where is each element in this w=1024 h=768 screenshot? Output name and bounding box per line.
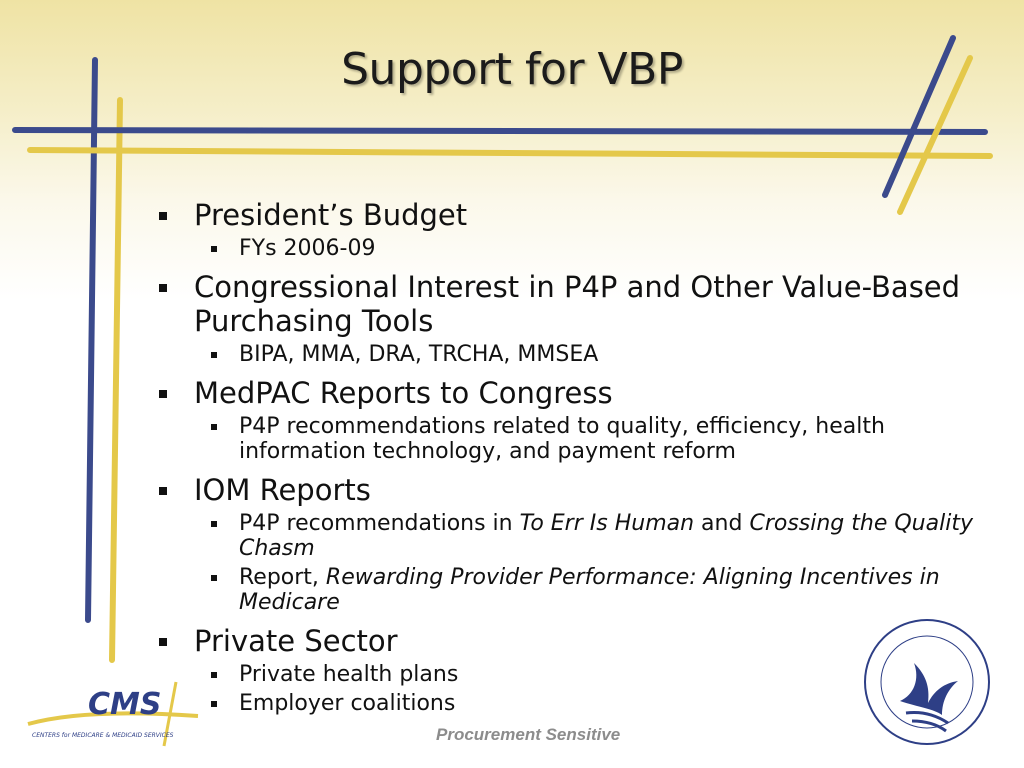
cms-logo bbox=[26, 680, 201, 748]
footer-label: Procurement Sensitive bbox=[436, 725, 621, 744]
slide-title: Support for VBP bbox=[341, 44, 683, 95]
sub-bullet-item: Employer coalitions bbox=[154, 691, 1004, 716]
sub-bullet-item: P4P recommendations related to quality, efficiency, health information technology, and payment reform bbox=[154, 414, 1004, 464]
bullet-item: President’s Budget bbox=[154, 198, 1004, 232]
sub-bullet-item: P4P recommendations in To Err Is Human and Crossing the Quality Chasm bbox=[154, 511, 1004, 561]
sub-bullet-item: Report, Rewarding Provider Performance: Aligning Incentives in Medicare bbox=[154, 565, 1004, 615]
bullet-item: Congressional Interest in P4P and Other Value-Based Purchasing Tools bbox=[154, 270, 1004, 338]
bullet-item: IOM Reports bbox=[154, 473, 1004, 507]
bullet-item: MedPAC Reports to Congress bbox=[154, 376, 1004, 410]
hhs-eagle-seal bbox=[862, 617, 992, 747]
sub-bullet-item: FYs 2006-09 bbox=[154, 236, 1004, 261]
bullet-item: Private Sector bbox=[154, 624, 1004, 658]
sub-bullet-item: Private health plans bbox=[154, 662, 1004, 687]
svg-text:CENTERS for MEDICARE & MEDICAI: CENTERS for MEDICARE & MEDICAID SERVICES bbox=[32, 732, 174, 739]
sub-bullet-item: BIPA, MMA, DRA, TRCHA, MMSEA bbox=[154, 342, 1004, 367]
svg-text:CMS: CMS bbox=[88, 687, 162, 722]
